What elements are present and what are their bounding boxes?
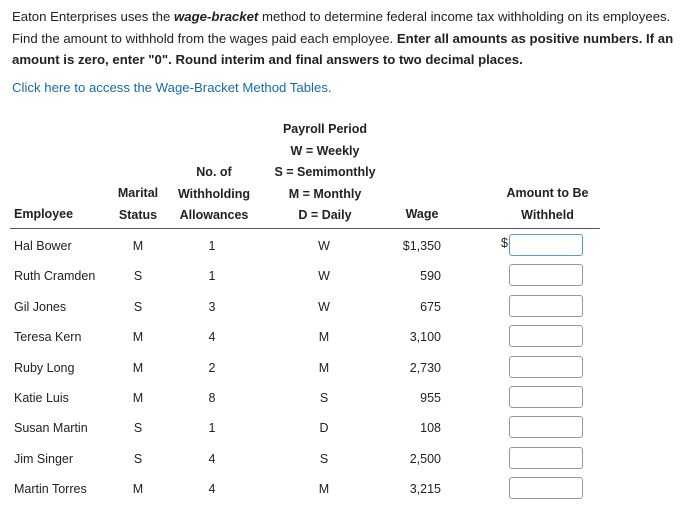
header-line: Withholding [177,186,251,201]
header-employee: Employee [14,207,74,221]
header-wage: Wage [405,207,439,221]
wage-amount: 108 [420,421,441,435]
withheld-amount-input[interactable] [509,416,583,438]
marital-status: M [132,330,144,344]
employee-name: Teresa Kern [14,330,82,344]
employee-name: Katie Luis [14,391,69,405]
withholding-allowances: 3 [208,300,216,314]
marital-status: S [133,421,143,435]
header-line: Payroll Period [282,122,368,136]
marital-status: M [132,239,144,253]
marital-status: M [132,482,144,496]
payroll-period: S [319,452,329,466]
marital-status: S [133,300,143,314]
employee-name: Ruth Cramden [14,269,96,283]
wage-amount: 590 [420,269,441,283]
payroll-period: W [318,300,330,314]
withheld-amount-input[interactable] [509,356,583,378]
withheld-amount-input[interactable] [509,295,583,317]
header-line: No. of [196,165,232,179]
currency-symbol: $ [501,236,508,250]
header-line: Allowances [179,208,249,222]
withholding-allowances: 4 [208,482,216,496]
header-amount-withheld [495,183,600,226]
payroll-period: M [318,330,330,344]
header-line: W = Weekly [290,143,360,158]
header-line: D = Daily [298,208,352,222]
withheld-amount-input[interactable] [509,386,583,408]
wage-amount: 3,100 [409,330,441,344]
header-line: Status [118,207,158,222]
marital-status: S [133,269,143,283]
wage-amount: 2,730 [409,361,441,375]
instructions-text: Eaton Enterprises uses the [12,9,175,24]
employee-name: Gil Jones [14,300,67,314]
withholding-allowances: 1 [208,239,216,253]
withheld-amount-input[interactable] [509,325,583,347]
withholding-allowances: 4 [208,452,216,466]
wage-amount: 3,215 [409,482,441,496]
instructions-bold: Enter all amounts as positive numbers. If an amount is zero, enter "0". Round interim and final answers to two decimal places. [12,30,674,67]
header-line: S = Semimonthly [274,165,376,179]
withholding-allowances: 4 [208,330,216,344]
header-line: Marital [117,186,159,200]
header-line: M = Monthly [288,186,362,201]
instructions-emphasis: wage-bracket [174,9,259,24]
marital-status: M [132,391,144,405]
wage-amount: 2,500 [409,452,441,466]
header-line: Withheld [521,207,574,222]
payroll-period: D [319,421,329,435]
payroll-period: M [318,361,330,375]
withheld-amount-input[interactable] [509,477,583,499]
payroll-period: M [318,482,330,496]
wage-amount: 675 [420,300,441,314]
withholding-allowances: 1 [208,421,216,435]
withholding-allowances: 2 [208,361,216,375]
payroll-period: S [319,391,329,405]
marital-status: S [133,452,143,466]
instructions [12,6,698,71]
header-allowances [170,162,258,227]
employee-name: Susan Martin [14,421,88,435]
payroll-period: W [318,269,330,283]
wage-amount: $1,350 [402,239,441,253]
withholding-allowances: 8 [208,391,216,405]
wage-amount: 955 [420,391,441,405]
employee-name: Ruby Long [14,361,75,375]
header-line: Amount to Be [506,186,589,200]
employee-name: Martin Torres [14,482,87,496]
withheld-amount-input[interactable] [509,447,583,469]
header-payroll-period [265,119,385,227]
wage-bracket-tables-link[interactable]: Click here to access the Wage-Bracket Method Tables. [12,80,332,95]
employee-name: Jim Singer [14,452,74,466]
withholding-allowances: 1 [208,269,216,283]
withheld-amount-input[interactable] [509,234,583,256]
header-divider [10,228,600,229]
instructions-text: method to determine federal income tax withholding on its employees. Find the amount to withhold from the wages paid each employee. [12,9,671,46]
employee-name: Hal Bower [14,239,72,253]
payroll-period: W [318,239,330,253]
withheld-amount-input[interactable] [509,264,583,286]
marital-status: M [132,361,144,375]
header-marital-status [110,183,166,226]
